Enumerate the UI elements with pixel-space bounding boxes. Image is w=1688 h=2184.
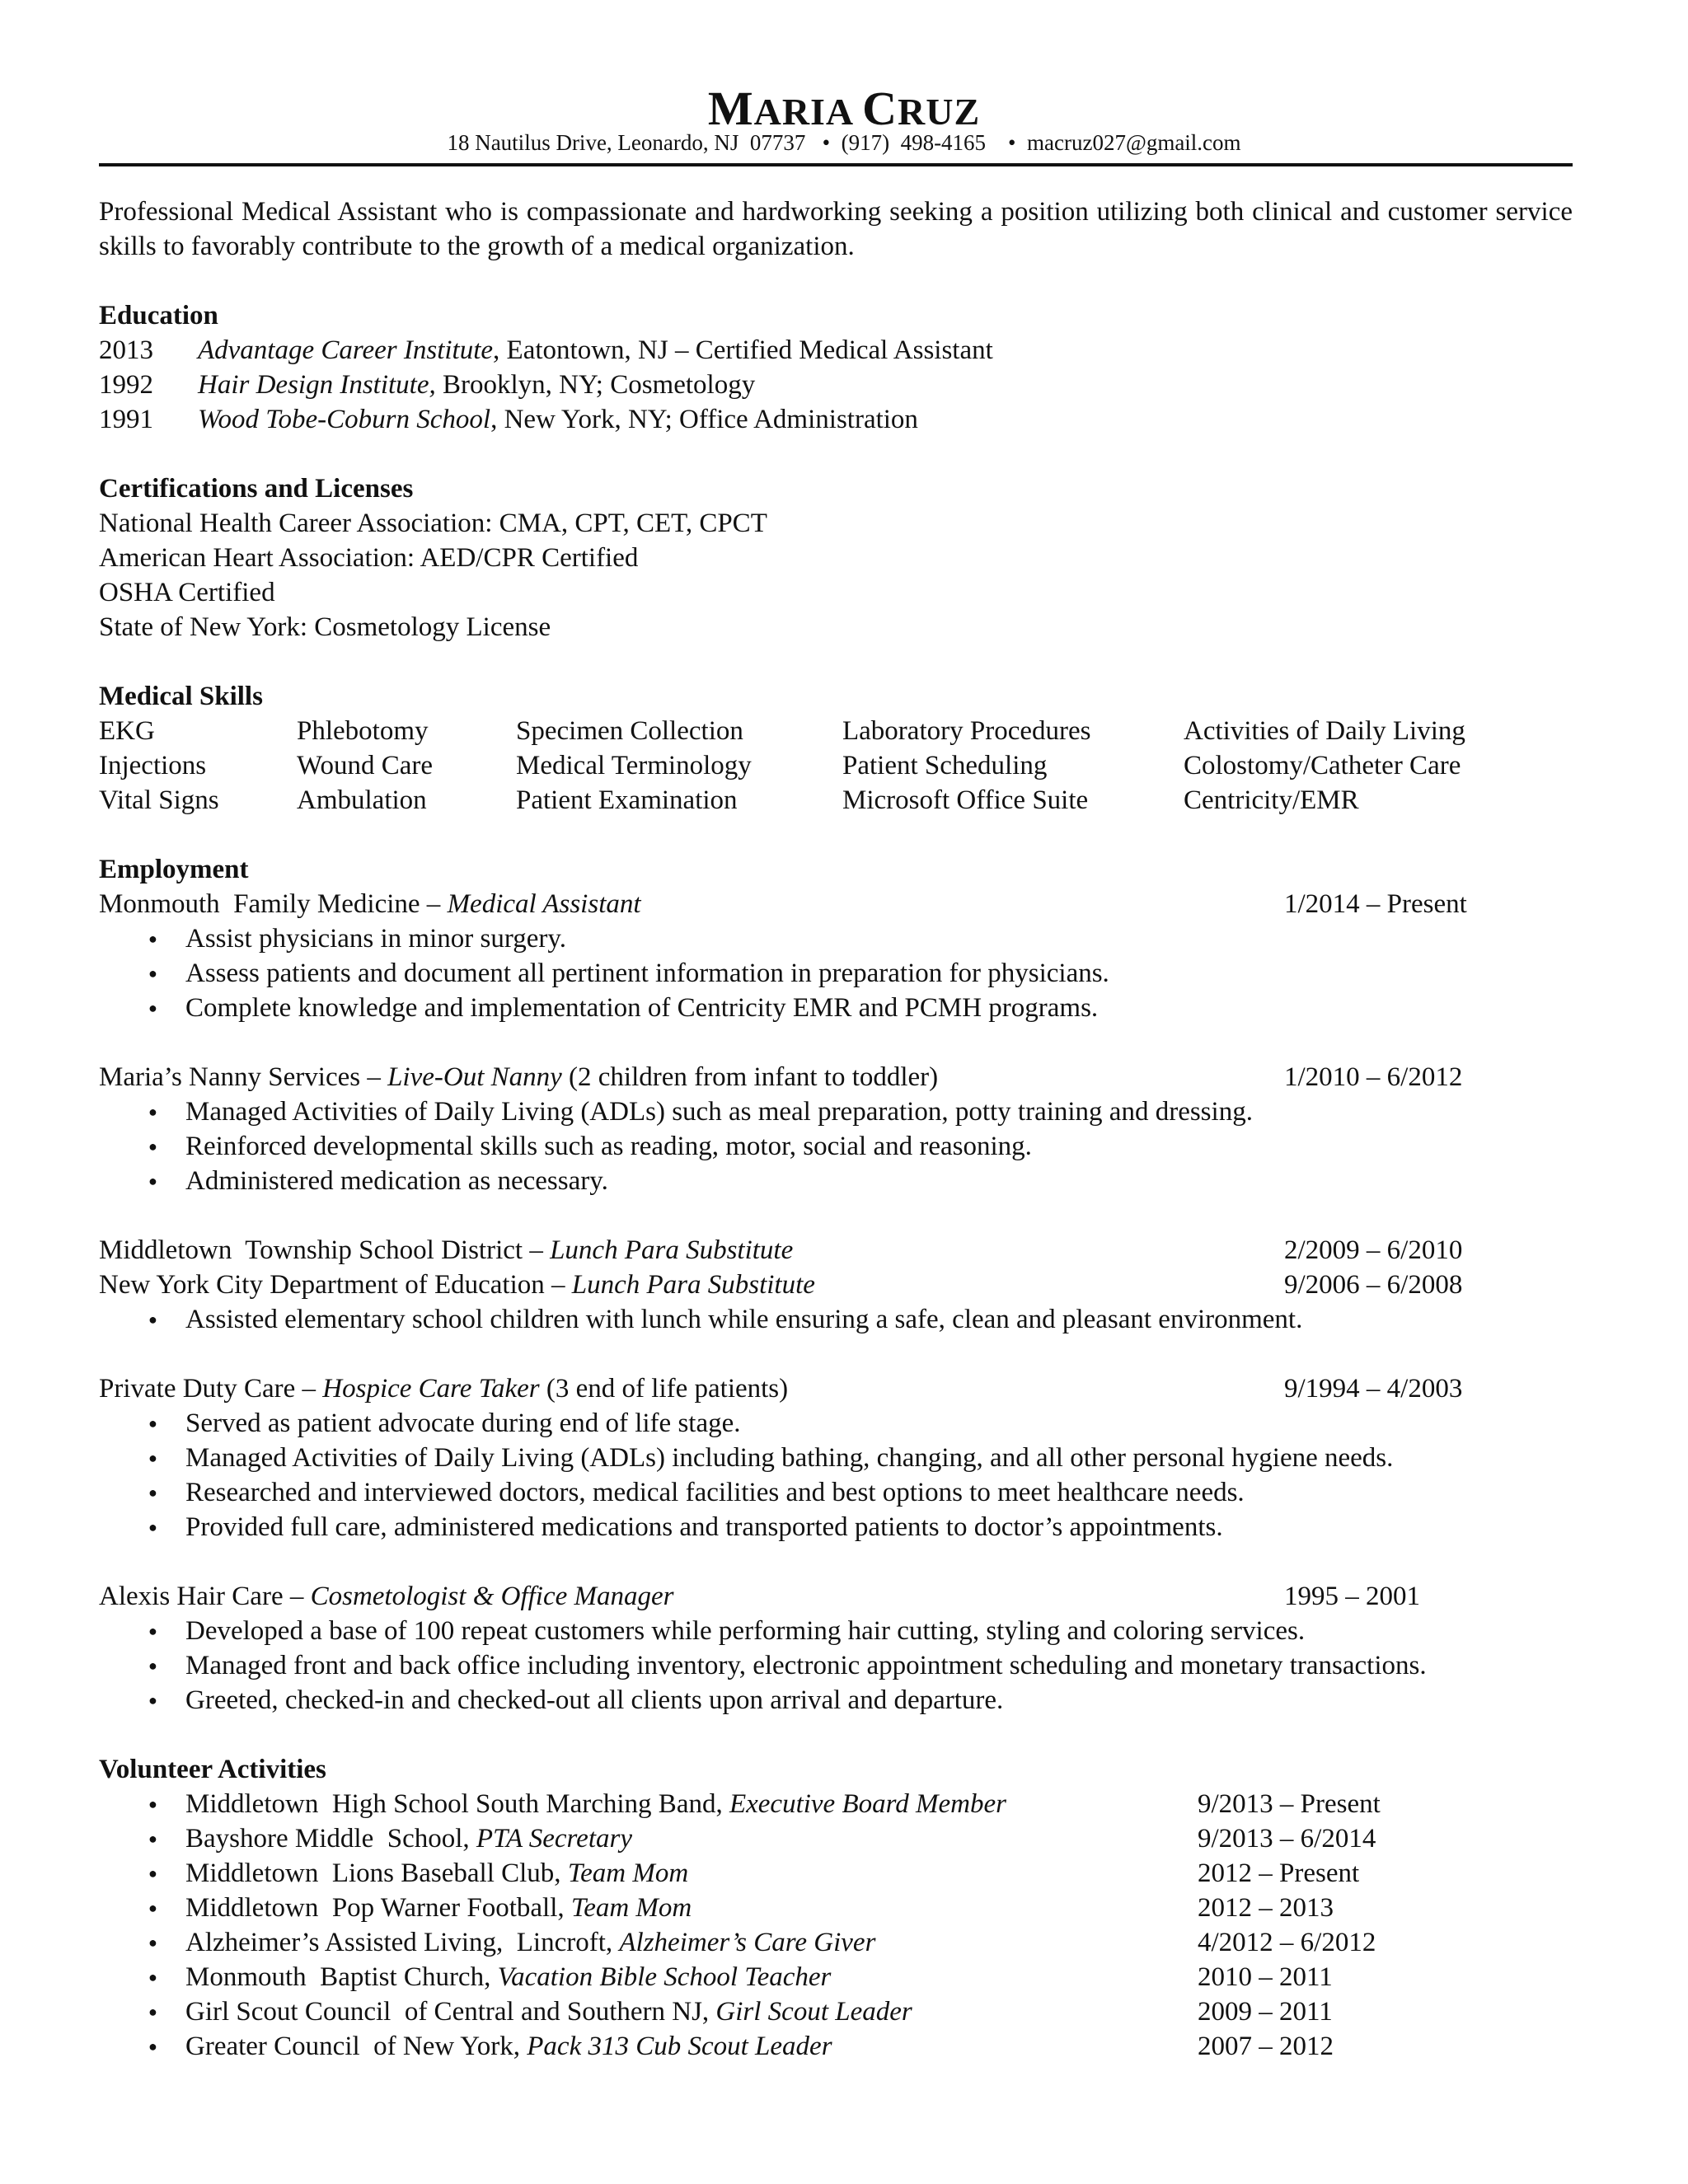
skill-item: Phlebotomy [297,716,429,746]
job-bullets [99,1094,1573,1198]
job-dates: 9/2006 – 6/2008 [1284,1270,1463,1300]
summary-text: Professional Medical Assistant who is compassionate and hardworking seeking a position utilizing both clinical and customer service skills to favorably contribute to the growth of a medical organization. [99,197,1573,261]
volunteer-dates: 2010 – 2011 [1198,1962,1333,1992]
volunteer-dates: 9/2013 – Present [1198,1789,1381,1819]
education-school: Hair Design Institute, [198,370,436,400]
job-bullet: ● Researched and interviewed doctors, medical facilities and best options to meet healthcare needs. [99,1475,1573,1510]
volunteer-item [99,1891,1573,1925]
job-employer: Maria’s Nanny Services – [99,1062,388,1092]
job-bullet: ● Assess patients and document all pertinent information in preparation for physicians. [99,956,1573,991]
education-year: 2013 [99,335,153,365]
job-entry [99,1579,1573,1614]
volunteer-role: Alzheimer’s Care Giver [619,1928,876,1957]
job-bullet: ● Managed Activities of Daily Living (ADLs) such as meal preparation, potty training and dressing. [99,1094,1573,1129]
certification-item: National Health Career Association: CMA, CPT, CET, CPCT [99,509,767,538]
job-title: Hospice Care Taker [322,1374,540,1404]
name-initial-first: M [707,82,754,135]
volunteer-org: Monmouth Baptist Church, [185,1962,498,1992]
job-title: Lunch Para Substitute [571,1270,815,1300]
education-item [99,402,1573,437]
volunteer-dates: 2009 – 2011 [1198,1997,1333,2027]
volunteer-item [99,2029,1573,2064]
job-bullets [99,921,1573,1025]
volunteer-role: Team Mom [570,1893,692,1923]
volunteer-role: PTA Secretary [476,1824,632,1854]
volunteer-org: Middletown High School South Marching Band, [185,1789,729,1819]
job-dates: 1995 – 2001 [1284,1582,1420,1611]
job-extra: (3 end of life patients) [539,1374,789,1404]
job-bullet: ● Managed Activities of Daily Living (ADLs) including bathing, changing, and all other personal hygiene needs. [99,1441,1573,1475]
job-employer: Alexis Hair Care – [99,1582,311,1611]
job-bullet: ● Developed a base of 100 repeat customers while performing hair cutting, styling and coloring services. [99,1614,1573,1648]
job-bullet: ● Administered medication as necessary. [99,1164,1573,1198]
skill-item: Centricity/EMR [1184,785,1359,815]
volunteer-role: Girl Scout Leader [715,1997,912,2027]
job-bullet: ● Provided full care, administered medications and transported patients to doctor’s appointments. [99,1510,1573,1544]
name-initial-last: C [862,82,898,135]
skill-item: Specimen Collection [516,716,743,746]
skill-item: Vital Signs [99,785,219,815]
job-bullet: ● Served as patient advocate during end of life stage. [99,1406,1573,1441]
volunteer-dates: 2012 – 2013 [1198,1893,1334,1923]
skill-item: Patient Scheduling [842,751,1048,780]
volunteer-heading: Volunteer Activities [99,1755,326,1784]
certifications-heading: Certifications and Licenses [99,474,414,504]
education-item [99,368,1573,402]
job-bullet: ● Complete knowledge and implementation of Centricity EMR and PCMH programs. [99,991,1573,1025]
job-extra: (2 children from infant to toddler) [561,1062,939,1092]
skill-item: Colostomy/Catheter Care [1184,751,1461,780]
job-bullets [99,1302,1573,1337]
volunteer-item [99,1787,1573,1821]
volunteer-org: Bayshore Middle School, [185,1824,476,1854]
education-heading: Education [99,301,218,330]
skill-item: Medical Terminology [516,751,752,780]
job-dates: 2/2009 – 6/2010 [1284,1235,1463,1265]
skill-item: Activities of Daily Living [1184,716,1465,746]
job-dates: 1/2010 – 6/2012 [1284,1062,1463,1092]
volunteer-role: Team Mom [567,1858,689,1888]
education-section [99,298,1573,437]
employment-section [99,852,1573,1718]
volunteer-dates: 4/2012 – 6/2012 [1198,1928,1376,1957]
job-dates: 1/2014 – Present [1284,889,1467,919]
education-detail: Brooklyn, NY; Cosmetology [435,370,756,400]
volunteer-list [99,1787,1573,2064]
job-entry [99,887,1573,921]
education-year: 1992 [99,370,153,400]
skill-item: Microsoft Office Suite [842,785,1089,815]
volunteer-role: Vacation Bible School Teacher [497,1962,832,1992]
skill-item: Patient Examination [516,785,738,815]
candidate-name [0,81,1688,136]
volunteer-role: Pack 313 Cub Scout Leader [527,2032,832,2061]
education-school: Wood Tobe-Coburn School [198,405,491,434]
skill-item: Wound Care [297,751,434,780]
volunteer-item [99,1994,1573,2029]
certifications-section [99,471,1573,644]
skill-item: Injections [99,751,207,780]
header-divider [99,163,1573,166]
volunteer-role: Executive Board Member [729,1789,1006,1819]
job-entry [99,1233,1573,1268]
name-first-rest: ARIA [753,91,852,133]
skill-item: Ambulation [297,785,427,815]
job-employer: Middletown Township School District – [99,1235,551,1265]
volunteer-item [99,1925,1573,1960]
volunteer-org: Alzheimer’s Assisted Living, Lincroft, [185,1928,620,1957]
volunteer-item [99,1960,1573,1994]
job-title: Medical Assistant [447,889,641,919]
skills-section [99,679,1573,818]
education-item [99,333,1573,368]
job-bullet: ● Assist physicians in minor surgery. [99,921,1573,956]
job-bullet: ● Reinforced developmental skills such as reading, motor, social and reasoning. [99,1129,1573,1164]
education-school: Advantage Career Institute [198,335,494,365]
skills-heading: Medical Skills [99,682,263,711]
volunteer-item [99,1821,1573,1856]
volunteer-org: Middletown Pop Warner Football, [185,1893,571,1923]
certification-item: American Heart Association: AED/CPR Certified [99,543,639,573]
contact-line: 18 Nautilus Drive, Leonardo, NJ 07737 • (917) 498-4165 • macruz027@gmail.com [447,130,1241,155]
job-title: Lunch Para Substitute [550,1235,794,1265]
name-last-rest: RUZ [898,91,981,133]
volunteer-item [99,1856,1573,1891]
job-bullets [99,1406,1573,1544]
volunteer-dates: 9/2013 – 6/2014 [1198,1824,1376,1854]
certification-item: State of New York: Cosmetology License [99,612,551,642]
job-bullet: ● Greeted, checked-in and checked-out all clients upon arrival and departure. [99,1683,1573,1718]
skills-grid [99,714,1573,818]
job-bullets [99,1614,1573,1718]
volunteer-org: Middletown Lions Baseball Club, [185,1858,568,1888]
job-entry [99,1060,1573,1094]
job-dates: 9/1994 – 4/2003 [1284,1374,1463,1404]
education-detail: , Eatontown, NJ – Certified Medical Assistant [493,335,993,365]
job-bullet: ● Managed front and back office including inventory, electronic appointment scheduling and monetary transactions. [99,1648,1573,1683]
job-employer: New York City Department of Education – [99,1270,572,1300]
job-bullet: ● Assisted elementary school children with lunch while ensuring a safe, clean and pleasant environment. [99,1302,1573,1337]
job-title: Cosmetologist & Office Manager [310,1582,674,1611]
volunteer-dates: 2007 – 2012 [1198,2032,1334,2061]
job-title: Live-Out Nanny [387,1062,562,1092]
education-detail: , New York, NY; Office Administration [490,405,918,434]
volunteer-org: Greater Council of New York, [185,2032,528,2061]
volunteer-org: Girl Scout Council of Central and Southern NJ, [185,1997,716,2027]
job-entry [99,1371,1573,1406]
job-employer: Private Duty Care – [99,1374,323,1404]
employment-heading: Employment [99,855,249,884]
job-entry [99,1268,1573,1302]
certification-item: OSHA Certified [99,578,275,607]
volunteer-dates: 2012 – Present [1198,1858,1360,1888]
skill-item: EKG [99,716,155,746]
resume-body [99,194,1573,2064]
education-year: 1991 [99,405,153,434]
skill-item: Laboratory Procedures [842,716,1091,746]
volunteer-section [99,1752,1573,2064]
job-employer: Monmouth Family Medicine – [99,889,448,919]
